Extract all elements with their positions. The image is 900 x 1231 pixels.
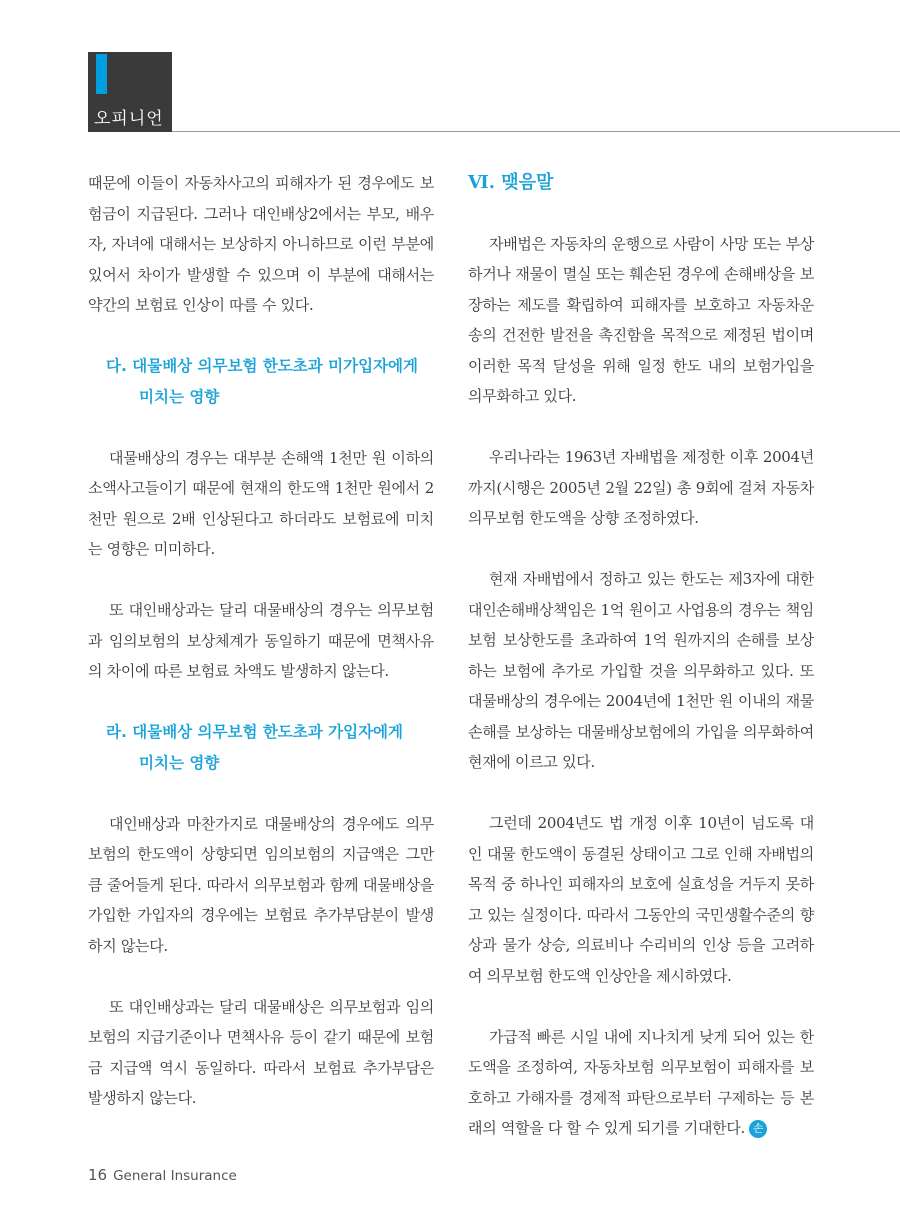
heading-line: 라. 대물배상 의무보험 한도초과 가입자에게 — [106, 723, 403, 741]
section-tag-accent-bar — [96, 54, 107, 94]
section-tag-label: 오피니언 — [94, 109, 164, 129]
heading-line: 미치는 영향 — [139, 387, 220, 406]
section-heading-da — [88, 351, 434, 412]
heading-line: 다. 대물배상 의무보험 한도초과 미가입자에게 — [106, 357, 418, 375]
section-heading-ra — [88, 717, 434, 778]
left-column — [88, 168, 434, 1144]
page-number: 16 — [88, 1166, 108, 1184]
paragraph: 또 대인배상과는 달리 대물배상의 경우는 의무보험과 임의보험의 보상체계가 동일하기 때문에 면책사유의 차이에 따른 보험료 차액도 발생하지 않는다. — [88, 601, 434, 680]
closing-text: 가급적 빠른 시일 내에 지나치게 낮게 되어 있는 한도액을 조정하여, 자동차보험 의무보험이 피해자를 보호하고 가해자를 경제적 파탄으로부터 구제하는 등 본래의 역할을 다 할 수 있게 되기를 기대한다. — [468, 1027, 814, 1137]
paragraph: 대물배상의 경우는 대부분 손해액 1천만 원 이하의 소액사고들이기 때문에 현재의 한도액 1천만 원에서 2천만 원으로 2배 인상된다고 하더라도 보험료에 미치는 영향은 미미하다. — [88, 448, 434, 558]
header-rule — [172, 131, 900, 132]
paragraph: 자배법은 자동차의 운행으로 사람이 사망 또는 부상하거나 재물이 멸실 또는 훼손된 경우에 손해배상을 보장하는 제도를 확립하여 피해자를 보호하고 자동차운송의 건전한 발전을 촉진함을 목적으로 제정된 법이며 이러한 목적 달성을 위해 일정 한도 내의 보험가입을 의무화하고 있다. — [468, 234, 814, 405]
end-mark-icon: 손 — [749, 1120, 767, 1138]
paragraph: 때문에 이들이 자동차사고의 피해자가 된 경우에도 보험금이 지급된다. 그러나 대인배상2에서는 부모, 배우자, 자녀에 대해서는 보상하지 아니하므로 이런 부분에 있어서 차이가 발생할 수 있으며 이 부분에 대해서는 약간의 보험료 인상이 따를 수 있다. — [88, 174, 434, 314]
closing-paragraph — [468, 1022, 814, 1144]
page-footer — [88, 1166, 237, 1184]
paragraph: 또 대인배상과는 달리 대물배상은 의무보험과 임의보험의 지급기준이나 면책사유 등이 같기 때문에 보험금 지급액 역시 동일하다. 따라서 보험료 추가부담은 발생하지 않는다. — [88, 997, 434, 1107]
right-column — [468, 168, 814, 1174]
paragraph: 우리나라는 1963년 자배법을 제정한 이후 2004년까지(시행은 2005년 2월 22일) 총 9회에 걸쳐 자동차 의무보험 한도액을 상향 조정하였다. — [468, 448, 814, 527]
paragraph: 대인배상과 마찬가지로 대물배상의 경우에도 의무보험의 한도액이 상향되면 임의보험의 지급액은 그만큼 줄어들게 된다. 따라서 의무보험과 함께 대물배상을 가입한 가입자의 경우에는 보험료 추가부담분이 발생하지 않는다. — [88, 814, 434, 955]
conclusion-heading: Ⅵ. 맺음말 — [468, 172, 554, 193]
paragraph: 그런데 2004년도 법 개정 이후 10년이 넘도록 대인 대물 한도액이 동결된 상태이고 그로 인해 자배법의 목적 중 하나인 피해자의 보호에 실효성을 거두지 못하고 있는 실정이다. 따라서 그동안의 국민생활수준의 향상과 물가 상승, 의료비나 수리비의 인상 등을 고려하여 의무보험 한도액 인상안을 제시하였다. — [468, 814, 814, 985]
heading-line: 미치는 영향 — [139, 753, 220, 772]
magazine-name: General Insurance — [113, 1168, 237, 1184]
paragraph: 현재 자배법에서 정하고 있는 한도는 제3자에 대한 대인손해배상책임은 1억 원이고 사업용의 경우는 책임보험 보상한도를 초과하여 1억 원까지의 손해를 보상하는 보험에 추가로 가입할 것을 의무화하고 있다. 또 대물배상의 경우에는 2004년에 1천만 원 이내의 재물손해를 보상하는 대물배상보험에의 가입을 의무화하여 현재에 이르고 있다. — [468, 570, 814, 771]
